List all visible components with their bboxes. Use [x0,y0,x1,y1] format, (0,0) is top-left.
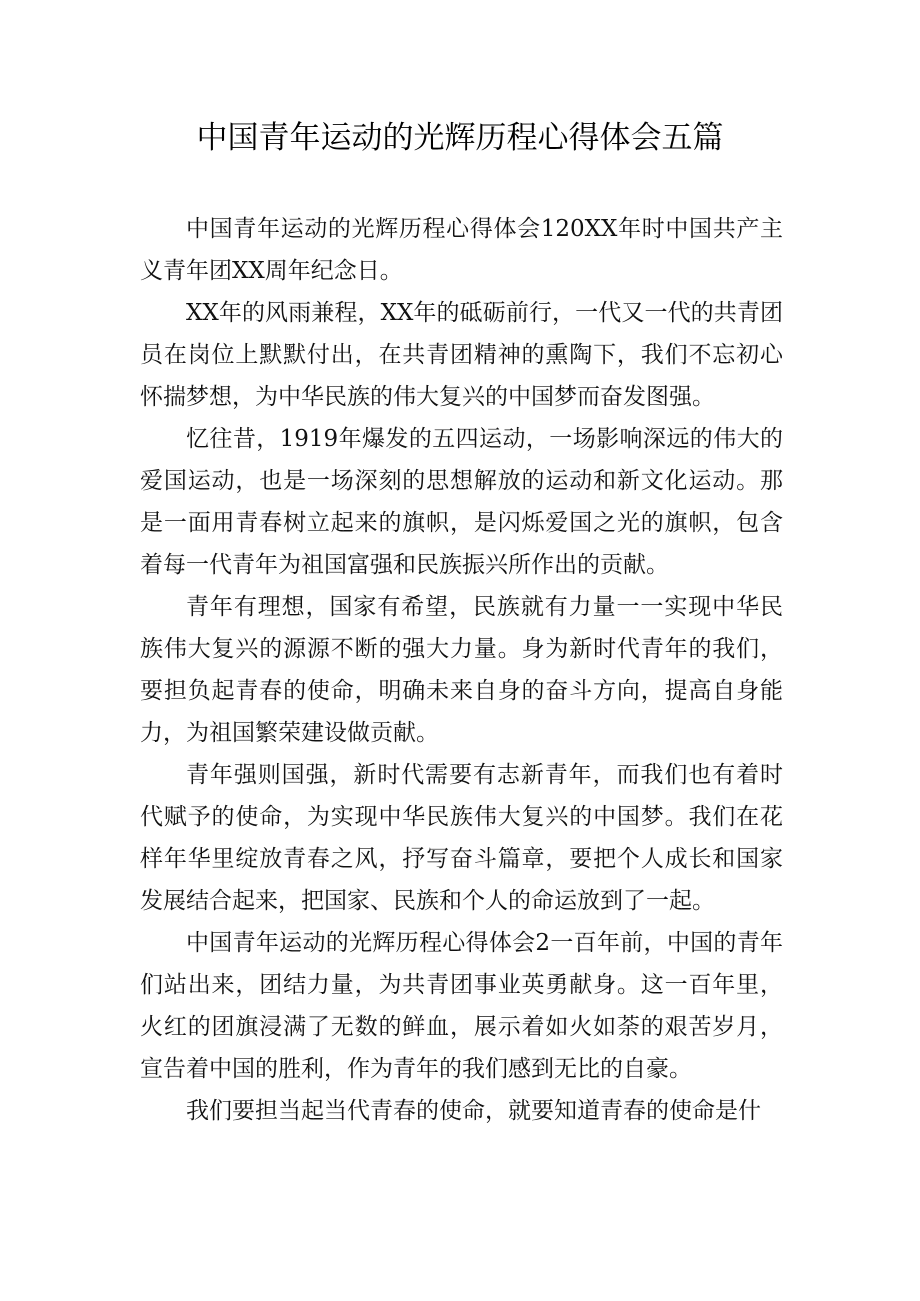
paragraph-3: 忆往昔，1919年爆发的五四运动，一场影响深远的伟大的爱国运动，也是一场深刻的思想解放的运动和新文化运动。那是一面用青春树立起来的旗帜，是闪烁爱国之光的旗帜，包含着每一代青年为祖国富强和民族振兴所作出的贡献。 [140,426,783,578]
document-title: 中国青年运动的光辉历程心得体会五篇 [196,120,724,156]
paragraph-4: 青年有理想，国家有希望，民族就有力量一一实现中华民族伟大复兴的源源不断的强大力量。身为新时代青年的我们，要担负起青春的使命，明确未来自身的奋斗方向，提高自身能力，为祖国繁荣建设做贡献。 [140,594,783,746]
paragraph-2: XX年的风雨兼程，XX年的砥砺前行，一代又一代的共青团员在岗位上默默付出，在共青团精神的熏陶下，我们不忘初心怀揣梦想，为中华民族的伟大复兴的中国梦而奋发图强。 [140,300,783,410]
paragraph-5: 青年强则国强，新时代需要有志新青年，而我们也有着时代赋予的使命，为实现中华民族伟大复兴的中国梦。我们在花样年华里绽放青春之风，抒写奋斗篇章，要把个人成长和国家发展结合起来，把国家、民族和个人的命运放到了一起。 [140,762,783,914]
paragraph-6: 中国青年运动的光辉历程心得体会2一百年前，中国的青年们站出来，团结力量，为共青团事业英勇献身。这一百年里，火红的团旗浸满了无数的鲜血，展示着如火如荼的艰苦岁月，宣告着中国的胜利，作为青年的我们感到无比的自豪。 [140,930,783,1082]
document-body [140,208,783,1132]
paragraph-1: 中国青年运动的光辉历程心得体会120XX年时中国共产主义青年团XX周年纪念日。 [140,216,783,284]
paragraph-7: 我们要担当起当代青春的使命，就要知道青春的使命是什 [186,1098,761,1124]
